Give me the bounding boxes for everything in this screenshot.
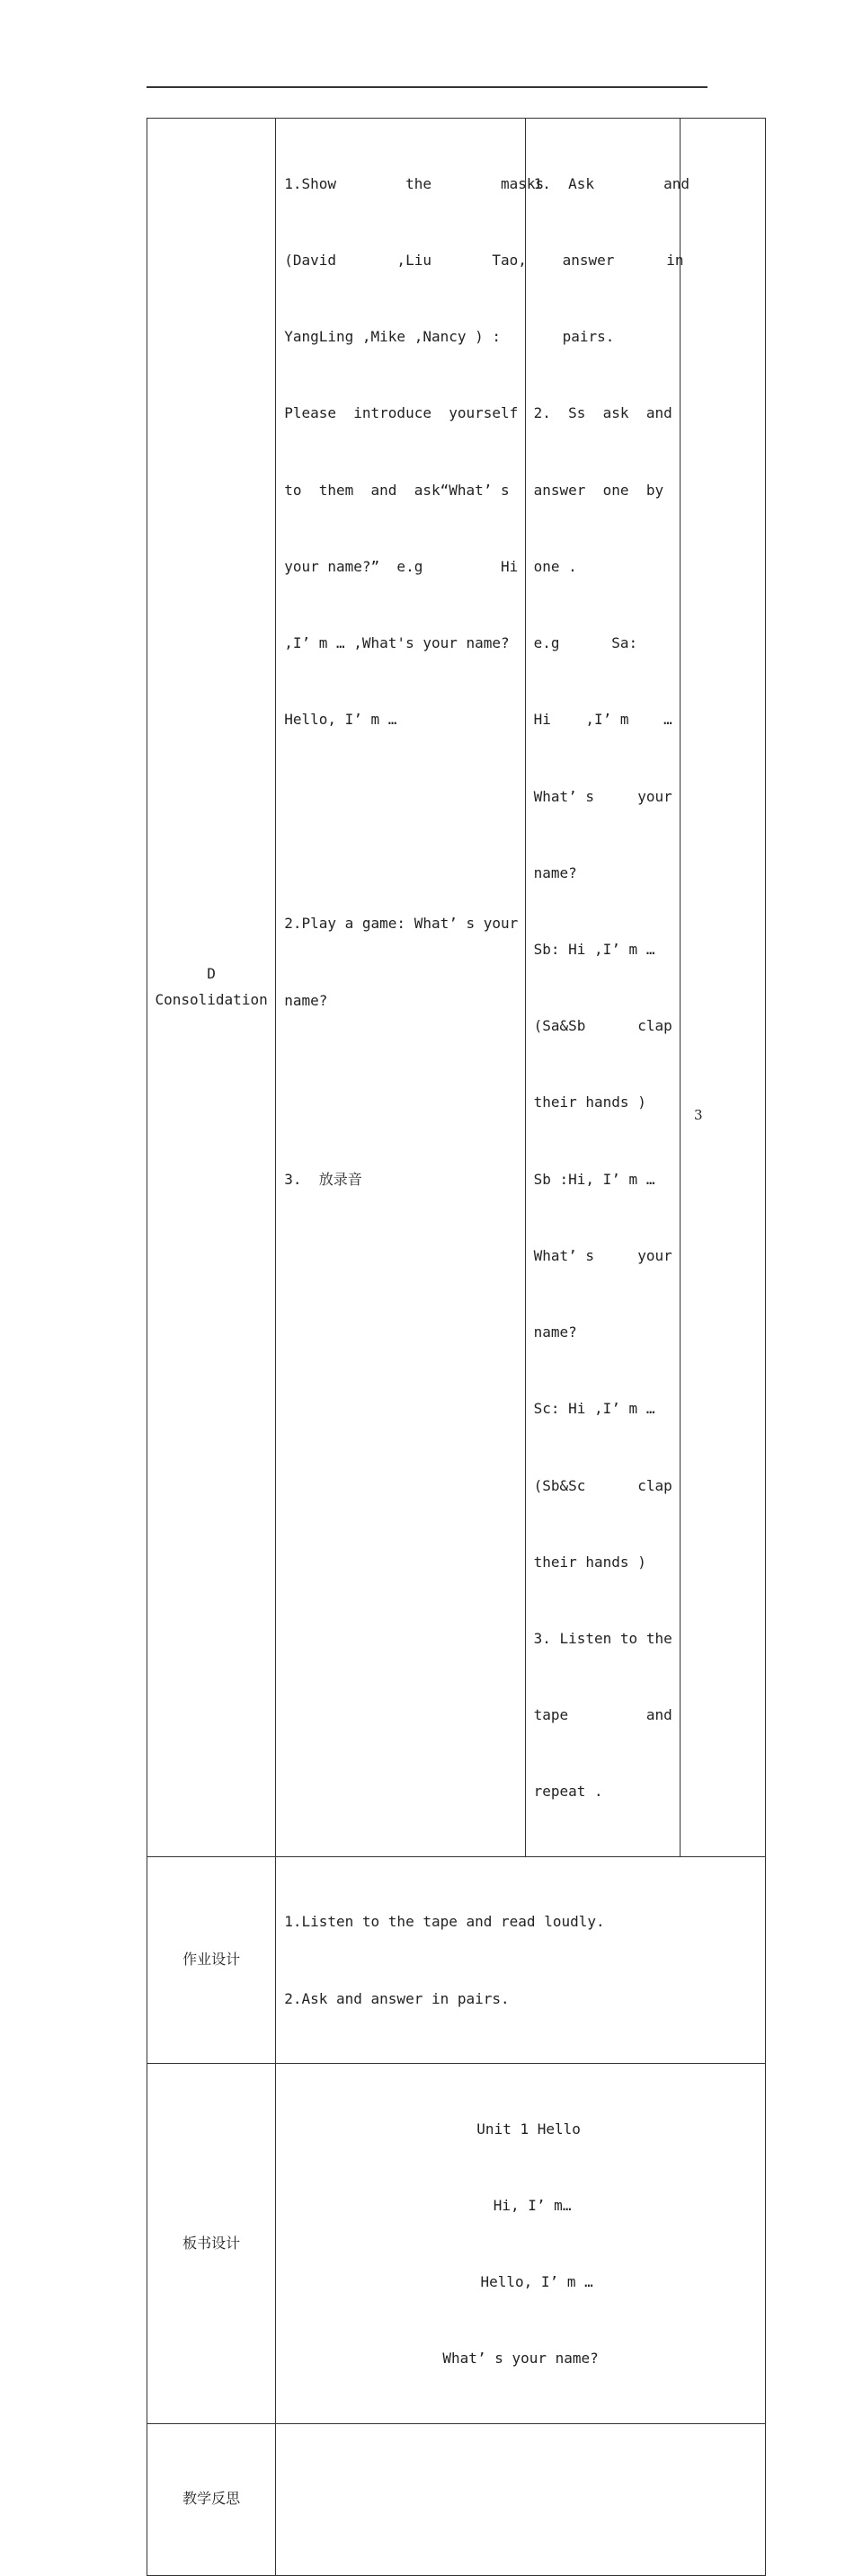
student-line: What’ s your (533, 787, 672, 805)
homework-content (276, 1856, 766, 2063)
teacher-line: to them and ask“What’ s (284, 481, 510, 499)
reflection-label: 教学反思 (147, 2423, 276, 2575)
reflection-content (276, 2423, 766, 2575)
student-line: 2. Ss ask and (533, 404, 672, 422)
student-line: answer in (562, 252, 684, 270)
homework-line: 1.Listen to the tape and read loudly. (284, 1913, 605, 1931)
student-line: Sb :Hi, I’ m … (533, 1170, 655, 1188)
student-line: their hands ) (533, 1093, 646, 1111)
student-line: (Sa&Sb clap (533, 1017, 672, 1035)
student-line: their hands ) (533, 1553, 646, 1571)
student-line: name? (533, 1323, 577, 1341)
teacher-line: (David ,Liu Tao, (284, 252, 527, 270)
board-line: Hello, I’ m … (480, 2273, 593, 2291)
student-line: one . (533, 557, 577, 575)
teacher-line: YangLing ,Mike ,Nancy ) : (284, 328, 502, 346)
teacher-line: 1.Show the masks (284, 174, 545, 192)
reflection-row (147, 2423, 766, 2575)
student-line: pairs. (562, 328, 615, 346)
teacher-line: your name?” e.g Hi (284, 557, 519, 575)
board-line: Hi, I’ m… (493, 2196, 572, 2214)
student-line: answer one by (533, 481, 664, 499)
consolidation-label (147, 119, 276, 1857)
homework-label: 作业设计 (147, 1856, 276, 2063)
board-line: What’ s your name? (442, 2350, 599, 2368)
student-line: 1. Ask and (533, 174, 689, 192)
notes-cell (680, 119, 765, 1857)
homework-line: 2.Ask and answer in pairs. (284, 1989, 510, 2007)
student-line: 3. Listen to the (533, 1629, 672, 1647)
student-line: What’ s your (533, 1246, 672, 1264)
homework-row (147, 1856, 766, 2063)
page-number: 3 (694, 1107, 703, 1123)
board-line: Unit 1 Hello (476, 2120, 581, 2138)
student-line: (Sb&Sc clap (533, 1476, 672, 1494)
header-rule (147, 86, 707, 88)
student-line: repeat . (533, 1783, 603, 1801)
consolidation-label-word: Consolidation (155, 990, 268, 1008)
lesson-plan-table (147, 118, 766, 2576)
student-line: name? (533, 863, 577, 881)
board-content (276, 2063, 766, 2423)
teacher-activity-cell (276, 119, 545, 1857)
student-line: Hi ,I’ m … (533, 711, 672, 729)
student-line: e.g Sa: (533, 634, 638, 652)
teacher-line: Hello, I’ m … (284, 711, 397, 729)
board-label: 板书设计 (147, 2063, 276, 2423)
board-row (147, 2063, 766, 2423)
consolidation-label-letter: D (207, 965, 216, 983)
consolidation-row (147, 119, 766, 1857)
teacher-game-line: name? (284, 991, 328, 1009)
teacher-line: ,I’ m … ,What's your name? (284, 634, 510, 652)
student-line: Sc: Hi ,I’ m … (533, 1400, 655, 1418)
student-activity-cell (525, 119, 689, 1857)
teacher-tape-line: 3. 放录音 (284, 1170, 362, 1188)
student-line: tape and (533, 1706, 672, 1724)
teacher-line: Please introduce yourself (284, 404, 519, 422)
student-line: Sb: Hi ,I’ m … (533, 941, 655, 958)
teacher-game-line: 2.Play a game: What’ s your (284, 915, 519, 933)
